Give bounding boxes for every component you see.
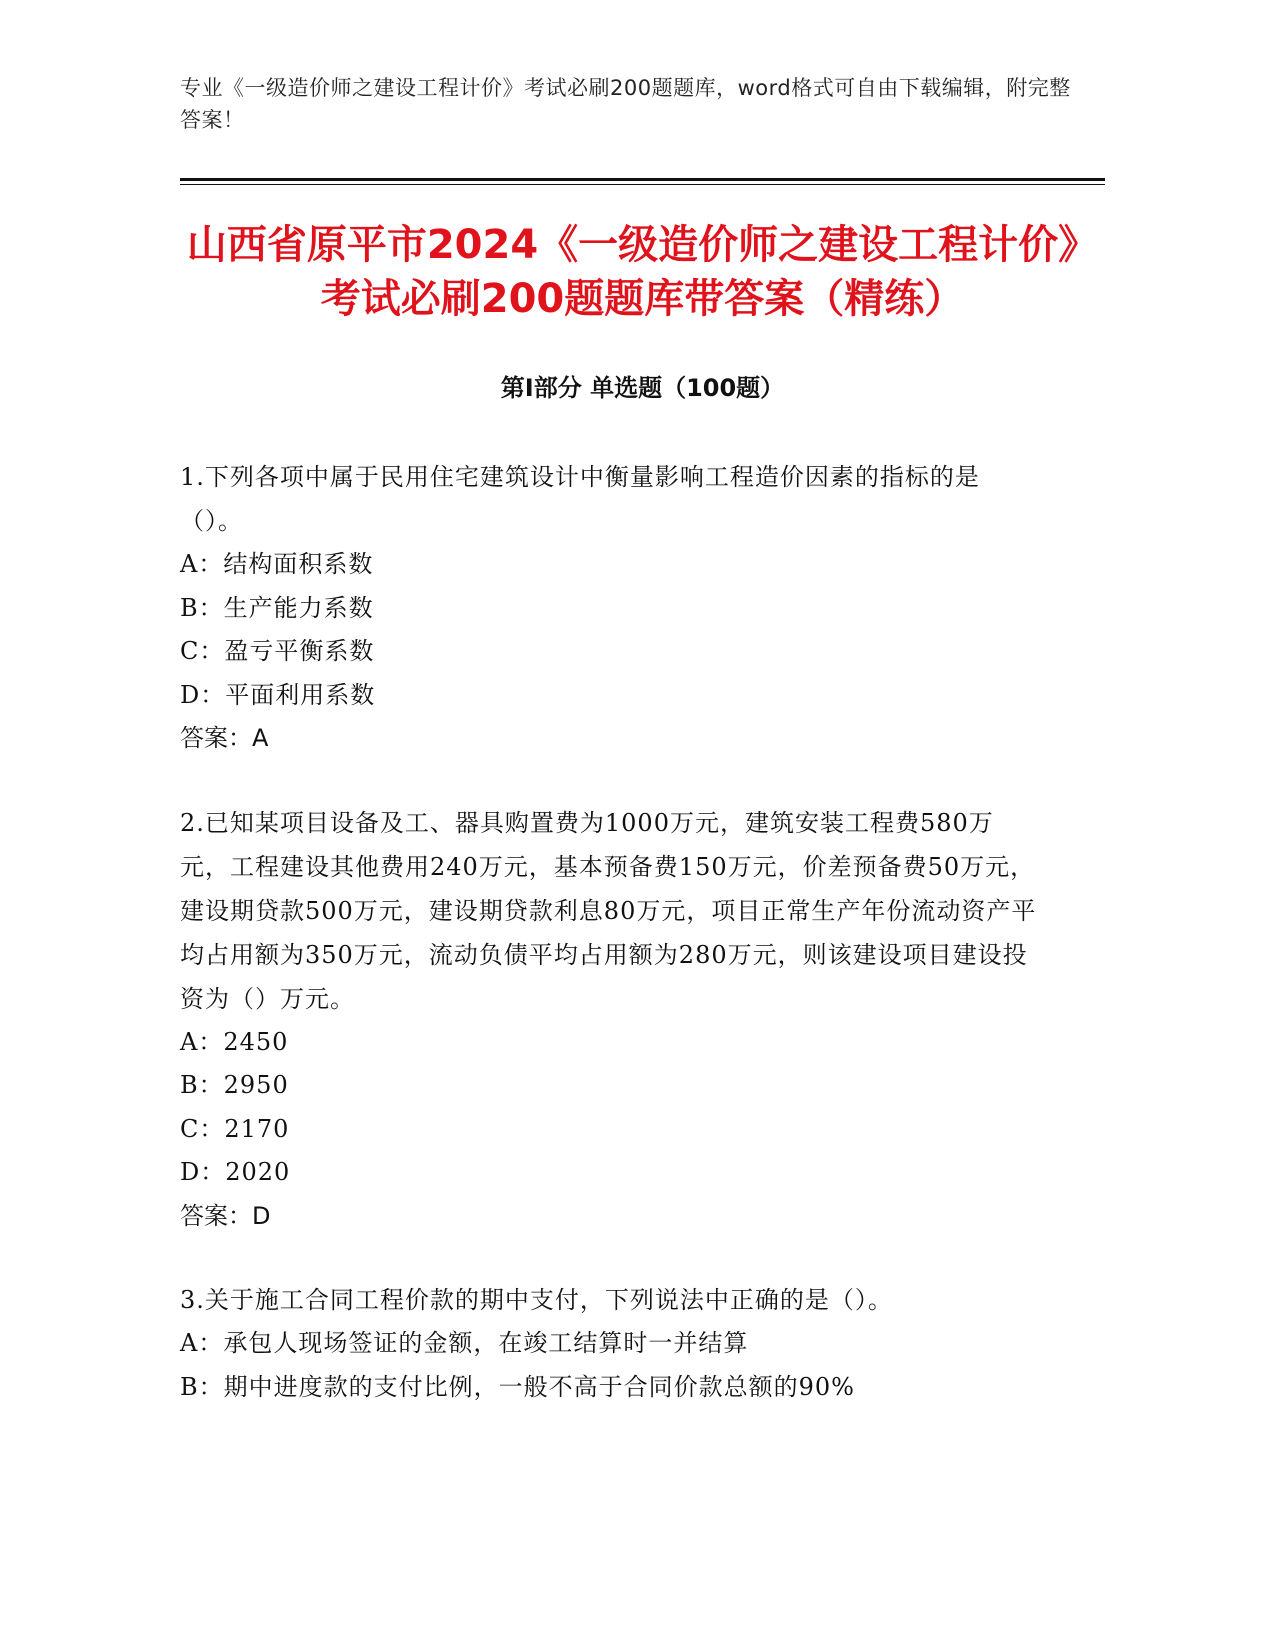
section-title: 第I部分 单选题（100题） bbox=[500, 374, 785, 402]
header-divider-thin bbox=[180, 184, 1105, 185]
question-2 bbox=[180, 801, 1040, 1239]
question-stem: 3.关于施工合同工程价款的期中支付，下列说法中正确的是（）。 bbox=[180, 1286, 893, 1314]
document-title: 山西省原平市2024《一级造价师之建设工程计价》考试必刷200题题库带答案（精练） bbox=[186, 222, 1099, 322]
question-3 bbox=[180, 1278, 1040, 1409]
option-c: C：盈亏平衡系数 bbox=[180, 637, 375, 665]
answer: 答案：D bbox=[180, 1201, 271, 1230]
question-stem: 1.下列各项中属于民用住宅建筑设计中衡量影响工程造价因素的指标的是（）。 bbox=[180, 463, 980, 535]
option-d: D：2020 bbox=[180, 1158, 291, 1186]
option-b: B：期中进度款的支付比例，一般不高于合同价款总额的90% bbox=[180, 1372, 855, 1401]
header-divider-thick bbox=[180, 178, 1105, 181]
option-b: B：2950 bbox=[180, 1071, 289, 1099]
header-note: 专业《一级造价师之建设工程计价》考试必刷200题题库，word格式可自由下载编辑，附完整答案！ bbox=[180, 76, 1071, 132]
option-a: A：结构面积系数 bbox=[180, 550, 374, 578]
option-b: B：生产能力系数 bbox=[180, 593, 374, 622]
option-a: A：2450 bbox=[180, 1027, 289, 1056]
question-list bbox=[180, 455, 1040, 1449]
answer: 答案：A bbox=[180, 724, 269, 752]
option-c: C：2170 bbox=[180, 1114, 290, 1143]
question-stem: 2.已知某项目设备及工、器具购置费为1000万元，建筑安装工程费580万元，工程建设其他费用240万元，基本预备费150万元，价差预备费50万元，建设期贷款500万元，建设期贷款利息80万元，项目正常生产年份流动资产平均占用额为350万元，流动负债平均占用额为280万元，则该建设项目建设投资为（）万元。 bbox=[180, 808, 1037, 1013]
question-1 bbox=[180, 455, 1040, 761]
option-d: D：平面利用系数 bbox=[180, 680, 376, 709]
option-a: A：承包人现场签证的金额，在竣工结算时一并结算 bbox=[180, 1329, 749, 1357]
